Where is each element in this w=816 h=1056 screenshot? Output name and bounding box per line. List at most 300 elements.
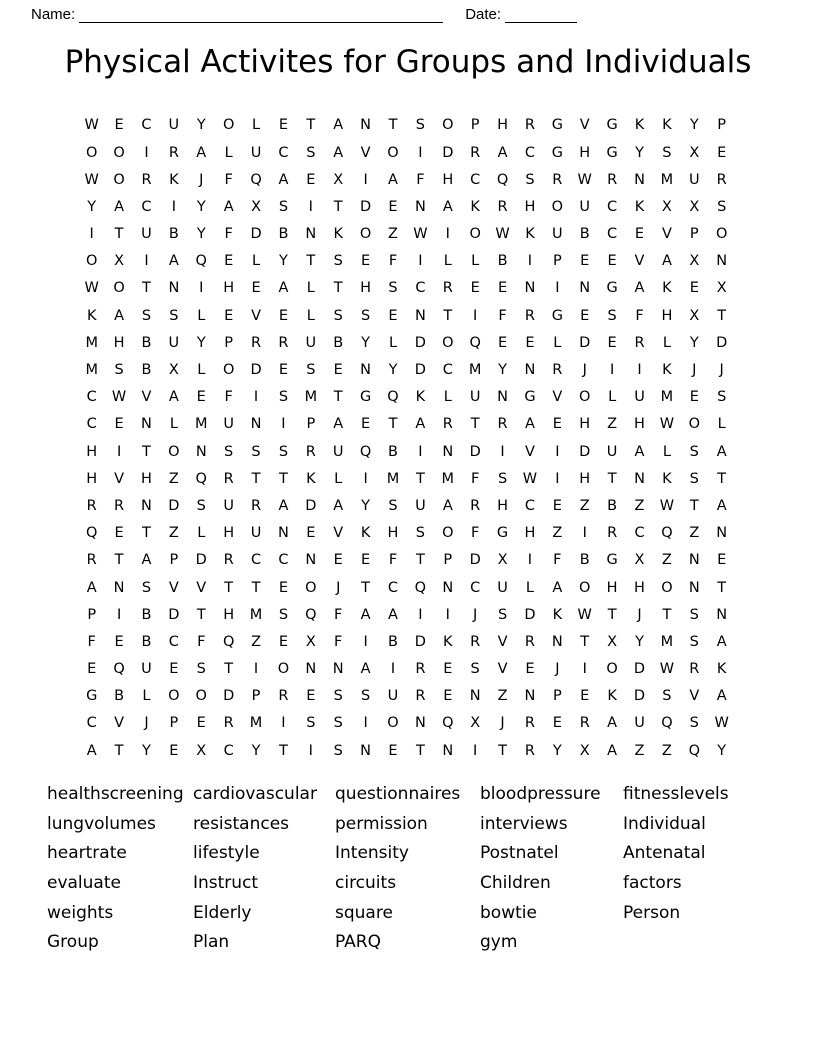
- grid-letter[interactable]: S: [224, 443, 234, 460]
- grid-letter[interactable]: N: [141, 497, 152, 514]
- grid-letter[interactable]: M: [85, 334, 98, 351]
- grid-letter[interactable]: R: [470, 497, 481, 514]
- grid-letter[interactable]: B: [141, 362, 152, 379]
- grid-letter[interactable]: P: [306, 416, 316, 433]
- grid-letter[interactable]: Y: [142, 742, 151, 759]
- grid-letter[interactable]: E: [87, 661, 97, 678]
- grid-letter[interactable]: C: [141, 198, 152, 215]
- grid-letter[interactable]: V: [114, 715, 125, 732]
- grid-letter[interactable]: L: [443, 253, 452, 270]
- grid-letter[interactable]: R: [607, 525, 618, 542]
- grid-letter[interactable]: H: [634, 579, 645, 596]
- grid-letter[interactable]: I: [89, 226, 94, 243]
- grid-letter[interactable]: X: [689, 253, 700, 270]
- word-list-item[interactable]: gym: [480, 932, 518, 953]
- grid-letter[interactable]: U: [634, 389, 645, 406]
- grid-letter[interactable]: T: [224, 661, 234, 678]
- grid-letter[interactable]: I: [281, 715, 286, 732]
- grid-letter[interactable]: E: [251, 280, 261, 297]
- grid-letter[interactable]: E: [607, 253, 617, 270]
- grid-letter[interactable]: A: [661, 253, 672, 270]
- grid-letter[interactable]: S: [306, 715, 316, 732]
- grid-letter[interactable]: V: [360, 144, 371, 161]
- grid-letter[interactable]: S: [169, 307, 179, 324]
- grid-letter[interactable]: T: [142, 443, 151, 460]
- word-list-item[interactable]: Elderly: [193, 902, 252, 923]
- grid-letter[interactable]: E: [224, 307, 234, 324]
- grid-letter[interactable]: Q: [305, 606, 317, 623]
- grid-letter[interactable]: Y: [196, 198, 206, 215]
- grid-letter[interactable]: T: [114, 226, 124, 243]
- grid-letter[interactable]: Q: [250, 171, 262, 188]
- grid-letter[interactable]: Y: [689, 117, 699, 134]
- grid-letter[interactable]: H: [86, 470, 98, 487]
- grid-letter[interactable]: O: [579, 579, 591, 596]
- grid-letter[interactable]: O: [113, 280, 125, 297]
- grid-letter[interactable]: I: [473, 742, 478, 759]
- grid-letter[interactable]: Z: [661, 552, 672, 569]
- grid-letter[interactable]: M: [468, 362, 482, 379]
- word-list-item[interactable]: fitnesslevels: [623, 784, 729, 805]
- grid-letter[interactable]: N: [360, 117, 372, 134]
- grid-letter[interactable]: S: [333, 307, 343, 324]
- grid-letter[interactable]: N: [113, 579, 125, 596]
- grid-letter[interactable]: K: [634, 117, 645, 134]
- grid-letter[interactable]: T: [415, 470, 425, 487]
- grid-letter[interactable]: E: [306, 688, 316, 705]
- grid-letter[interactable]: H: [223, 280, 235, 297]
- grid-letter[interactable]: T: [279, 470, 288, 487]
- grid-letter[interactable]: E: [278, 579, 289, 596]
- grid-letter[interactable]: C: [168, 633, 179, 650]
- grid-letter[interactable]: I: [418, 443, 423, 460]
- grid-letter[interactable]: F: [470, 525, 480, 542]
- grid-letter[interactable]: D: [442, 144, 454, 161]
- grid-letter[interactable]: A: [278, 171, 289, 188]
- grid-letter[interactable]: N: [305, 226, 317, 243]
- grid-letter[interactable]: T: [717, 579, 727, 596]
- grid-letter[interactable]: O: [387, 144, 399, 161]
- grid-letter[interactable]: L: [553, 334, 562, 351]
- grid-letter[interactable]: X: [689, 307, 700, 324]
- grid-letter[interactable]: H: [387, 525, 399, 542]
- grid-letter[interactable]: E: [278, 633, 289, 650]
- grid-letter[interactable]: R: [114, 497, 125, 514]
- grid-letter[interactable]: N: [551, 633, 563, 650]
- grid-letter[interactable]: J: [637, 606, 642, 623]
- grid-letter[interactable]: T: [388, 416, 398, 433]
- grid-letter[interactable]: D: [633, 661, 646, 678]
- grid-letter[interactable]: S: [689, 443, 699, 460]
- grid-letter[interactable]: N: [360, 362, 372, 379]
- grid-letter[interactable]: R: [278, 688, 289, 705]
- grid-letter[interactable]: N: [716, 525, 728, 542]
- word-list-item[interactable]: Children: [480, 873, 551, 894]
- grid-letter[interactable]: R: [251, 497, 262, 514]
- grid-letter[interactable]: T: [443, 307, 453, 324]
- grid-letter[interactable]: W: [659, 661, 675, 678]
- grid-letter[interactable]: C: [387, 579, 399, 596]
- grid-letter[interactable]: U: [223, 497, 234, 514]
- word-list-item[interactable]: Individual: [623, 813, 706, 834]
- grid-letter[interactable]: K: [169, 171, 179, 188]
- grid-letter[interactable]: Z: [168, 470, 179, 487]
- grid-letter[interactable]: V: [689, 688, 700, 705]
- grid-letter[interactable]: B: [497, 253, 508, 270]
- grid-letter[interactable]: C: [141, 117, 152, 134]
- grid-letter[interactable]: E: [717, 144, 727, 161]
- grid-letter[interactable]: U: [250, 525, 262, 542]
- grid-letter[interactable]: V: [168, 579, 179, 596]
- grid-letter[interactable]: Q: [195, 253, 207, 270]
- grid-letter[interactable]: O: [661, 579, 673, 596]
- grid-letter[interactable]: G: [359, 389, 372, 406]
- grid-letter[interactable]: W: [111, 389, 127, 406]
- grid-letter[interactable]: C: [607, 226, 618, 243]
- grid-letter[interactable]: A: [333, 497, 344, 514]
- grid-letter[interactable]: O: [442, 334, 454, 351]
- grid-letter[interactable]: I: [363, 633, 368, 650]
- grid-letter[interactable]: J: [719, 362, 724, 379]
- grid-letter[interactable]: K: [552, 606, 563, 623]
- grid-letter[interactable]: L: [142, 688, 151, 705]
- grid-letter[interactable]: K: [634, 198, 645, 215]
- grid-letter[interactable]: N: [524, 362, 536, 379]
- grid-letter[interactable]: H: [634, 416, 645, 433]
- grid-letter[interactable]: R: [223, 715, 234, 732]
- grid-letter[interactable]: I: [308, 742, 313, 759]
- grid-letter[interactable]: S: [306, 362, 316, 379]
- grid-letter[interactable]: Z: [634, 497, 645, 514]
- grid-letter[interactable]: I: [445, 606, 450, 623]
- grid-letter[interactable]: E: [443, 688, 453, 705]
- grid-letter[interactable]: A: [497, 144, 508, 161]
- grid-letter[interactable]: C: [442, 362, 453, 379]
- grid-letter[interactable]: W: [84, 171, 99, 188]
- grid-letter[interactable]: H: [223, 525, 235, 542]
- grid-letter[interactable]: E: [333, 362, 343, 379]
- grid-letter[interactable]: K: [607, 688, 617, 705]
- grid-letter[interactable]: Q: [387, 389, 399, 406]
- grid-letter[interactable]: I: [116, 606, 122, 623]
- grid-letter[interactable]: S: [497, 606, 508, 623]
- grid-letter[interactable]: E: [306, 525, 316, 542]
- grid-letter[interactable]: E: [278, 362, 289, 379]
- word-list-item[interactable]: resistances: [193, 813, 290, 834]
- grid-letter[interactable]: U: [634, 715, 645, 732]
- grid-letter[interactable]: O: [469, 226, 481, 243]
- grid-letter[interactable]: R: [524, 307, 535, 324]
- grid-letter[interactable]: A: [86, 742, 97, 759]
- grid-letter[interactable]: K: [443, 633, 453, 650]
- grid-letter[interactable]: Y: [361, 334, 371, 351]
- grid-letter[interactable]: S: [470, 661, 480, 678]
- grid-letter[interactable]: G: [551, 144, 563, 161]
- grid-letter[interactable]: R: [634, 334, 645, 351]
- grid-letter[interactable]: T: [415, 742, 425, 759]
- grid-letter[interactable]: M: [660, 389, 674, 406]
- grid-letter[interactable]: K: [662, 362, 672, 379]
- grid-letter[interactable]: C: [86, 715, 97, 732]
- grid-letter[interactable]: N: [305, 661, 317, 678]
- grid-letter[interactable]: S: [689, 606, 699, 623]
- grid-letter[interactable]: X: [607, 633, 618, 650]
- grid-letter[interactable]: I: [527, 552, 533, 569]
- grid-letter[interactable]: E: [580, 307, 590, 324]
- grid-letter[interactable]: L: [251, 253, 261, 270]
- grid-letter[interactable]: N: [579, 280, 591, 297]
- grid-letter[interactable]: J: [336, 579, 341, 596]
- grid-letter[interactable]: T: [333, 389, 343, 406]
- grid-letter[interactable]: F: [224, 171, 233, 188]
- grid-letter[interactable]: F: [388, 253, 398, 270]
- grid-letter[interactable]: F: [498, 307, 507, 324]
- grid-letter[interactable]: C: [470, 579, 481, 596]
- grid-letter[interactable]: I: [308, 198, 313, 215]
- grid-letter[interactable]: V: [497, 661, 508, 678]
- grid-letter[interactable]: Q: [85, 525, 98, 542]
- grid-letter[interactable]: E: [114, 416, 124, 433]
- grid-letter[interactable]: L: [224, 144, 233, 161]
- grid-letter[interactable]: T: [251, 579, 261, 596]
- grid-letter[interactable]: I: [144, 144, 149, 161]
- grid-letter[interactable]: S: [689, 470, 699, 487]
- grid-letter[interactable]: D: [250, 226, 262, 243]
- grid-letter[interactable]: E: [634, 226, 645, 243]
- grid-letter[interactable]: D: [195, 552, 207, 569]
- grid-letter[interactable]: W: [714, 715, 729, 732]
- grid-letter[interactable]: S: [388, 280, 398, 297]
- grid-letter[interactable]: W: [495, 226, 510, 243]
- grid-letter[interactable]: R: [470, 633, 481, 650]
- grid-letter[interactable]: Q: [661, 715, 673, 732]
- grid-letter[interactable]: H: [497, 497, 508, 514]
- grid-letter[interactable]: Z: [251, 633, 261, 650]
- grid-letter[interactable]: L: [197, 525, 206, 542]
- grid-letter[interactable]: A: [196, 144, 207, 161]
- grid-letter[interactable]: R: [552, 171, 563, 188]
- grid-letter[interactable]: B: [141, 334, 152, 351]
- grid-letter[interactable]: H: [360, 280, 372, 297]
- grid-letter[interactable]: T: [580, 633, 590, 650]
- grid-letter[interactable]: M: [660, 171, 674, 188]
- grid-letter[interactable]: Q: [222, 633, 235, 650]
- grid-letter[interactable]: N: [414, 715, 426, 732]
- grid-letter[interactable]: C: [86, 416, 97, 433]
- grid-letter[interactable]: V: [579, 117, 590, 134]
- word-list-item[interactable]: heartrate: [47, 843, 127, 864]
- grid-letter[interactable]: T: [306, 117, 316, 134]
- grid-letter[interactable]: H: [606, 579, 618, 596]
- grid-letter[interactable]: M: [660, 633, 674, 650]
- grid-letter[interactable]: A: [333, 117, 344, 134]
- grid-letter[interactable]: Y: [196, 226, 206, 243]
- grid-letter[interactable]: G: [551, 307, 563, 324]
- grid-letter[interactable]: A: [634, 443, 645, 460]
- grid-letter[interactable]: D: [579, 334, 591, 351]
- grid-letter[interactable]: R: [442, 416, 453, 433]
- grid-letter[interactable]: S: [717, 389, 727, 406]
- grid-letter[interactable]: S: [141, 579, 152, 596]
- grid-letter[interactable]: Z: [388, 226, 398, 243]
- grid-letter[interactable]: S: [415, 525, 425, 542]
- grid-letter[interactable]: H: [141, 470, 152, 487]
- grid-letter[interactable]: F: [224, 389, 233, 406]
- grid-letter[interactable]: R: [607, 171, 618, 188]
- grid-letter[interactable]: T: [333, 280, 343, 297]
- grid-letter[interactable]: I: [363, 715, 368, 732]
- grid-letter[interactable]: O: [168, 443, 180, 460]
- word-list-item[interactable]: lifestyle: [193, 843, 260, 864]
- grid-letter[interactable]: U: [497, 579, 508, 596]
- grid-letter[interactable]: O: [359, 226, 372, 243]
- grid-letter[interactable]: I: [199, 280, 204, 297]
- grid-letter[interactable]: Q: [442, 715, 454, 732]
- grid-letter[interactable]: E: [196, 715, 206, 732]
- grid-letter[interactable]: S: [333, 253, 343, 270]
- grid-letter[interactable]: J: [144, 715, 149, 732]
- grid-letter[interactable]: I: [473, 307, 478, 324]
- grid-letter[interactable]: E: [552, 497, 562, 514]
- grid-letter[interactable]: O: [222, 117, 235, 134]
- grid-letter[interactable]: L: [197, 362, 206, 379]
- grid-letter[interactable]: R: [305, 443, 316, 460]
- grid-letter[interactable]: M: [304, 389, 318, 406]
- grid-letter[interactable]: N: [195, 443, 207, 460]
- grid-letter[interactable]: E: [525, 661, 535, 678]
- grid-letter[interactable]: F: [388, 552, 398, 569]
- grid-letter[interactable]: H: [579, 416, 591, 433]
- grid-letter[interactable]: Z: [634, 742, 645, 759]
- word-list-item[interactable]: cardiovascular: [193, 784, 317, 805]
- grid-letter[interactable]: T: [306, 253, 316, 270]
- grid-letter[interactable]: K: [662, 117, 672, 134]
- grid-letter[interactable]: F: [334, 633, 343, 650]
- grid-letter[interactable]: E: [689, 280, 699, 297]
- grid-letter[interactable]: N: [414, 198, 426, 215]
- grid-letter[interactable]: D: [579, 443, 591, 460]
- word-list-item[interactable]: Group: [47, 932, 99, 953]
- grid-letter[interactable]: Y: [87, 198, 97, 215]
- word-list-item[interactable]: Person: [623, 902, 681, 923]
- grid-letter[interactable]: S: [689, 715, 699, 732]
- grid-letter[interactable]: T: [388, 117, 398, 134]
- grid-letter[interactable]: I: [445, 226, 450, 243]
- grid-letter[interactable]: S: [717, 198, 727, 215]
- grid-letter[interactable]: S: [662, 688, 672, 705]
- grid-letter[interactable]: U: [141, 661, 152, 678]
- grid-letter[interactable]: A: [168, 253, 179, 270]
- grid-letter[interactable]: T: [717, 307, 727, 324]
- grid-letter[interactable]: T: [607, 470, 617, 487]
- grid-letter[interactable]: U: [606, 443, 618, 460]
- grid-letter[interactable]: S: [525, 171, 535, 188]
- grid-letter[interactable]: X: [716, 280, 727, 297]
- grid-letter[interactable]: Y: [251, 742, 261, 759]
- grid-letter[interactable]: G: [606, 117, 618, 134]
- grid-letter[interactable]: R: [223, 552, 234, 569]
- grid-letter[interactable]: B: [579, 226, 590, 243]
- grid-letter[interactable]: Y: [196, 117, 206, 134]
- word-list-item[interactable]: Postnatel: [480, 843, 559, 864]
- grid-letter[interactable]: S: [360, 307, 371, 324]
- grid-letter[interactable]: U: [387, 688, 399, 705]
- grid-letter[interactable]: W: [84, 117, 99, 134]
- grid-letter[interactable]: A: [168, 389, 179, 406]
- grid-letter[interactable]: U: [223, 416, 234, 433]
- grid-letter[interactable]: V: [333, 525, 344, 542]
- grid-letter[interactable]: N: [305, 552, 317, 569]
- grid-letter[interactable]: F: [197, 633, 206, 650]
- word-list-item[interactable]: questionnaires: [335, 784, 461, 805]
- grid-letter[interactable]: S: [114, 362, 124, 379]
- grid-letter[interactable]: N: [524, 280, 536, 297]
- grid-letter[interactable]: B: [388, 633, 398, 650]
- grid-letter[interactable]: Z: [497, 688, 508, 705]
- grid-letter[interactable]: W: [413, 226, 428, 243]
- grid-letter[interactable]: X: [661, 198, 672, 215]
- grid-letter[interactable]: A: [114, 307, 125, 324]
- word-list-item[interactable]: bowtie: [480, 902, 537, 923]
- grid-letter[interactable]: A: [415, 416, 426, 433]
- grid-letter[interactable]: R: [497, 416, 508, 433]
- grid-letter[interactable]: U: [688, 171, 700, 188]
- grid-letter[interactable]: R: [251, 334, 262, 351]
- grid-letter[interactable]: S: [196, 661, 206, 678]
- grid-letter[interactable]: L: [717, 416, 726, 433]
- grid-letter[interactable]: I: [582, 525, 587, 542]
- grid-letter[interactable]: A: [360, 661, 371, 678]
- grid-letter[interactable]: L: [197, 307, 206, 324]
- grid-letter[interactable]: C: [278, 144, 289, 161]
- grid-letter[interactable]: E: [497, 334, 508, 351]
- grid-letter[interactable]: R: [223, 470, 234, 487]
- grid-letter[interactable]: E: [169, 742, 179, 759]
- grid-letter[interactable]: X: [470, 715, 481, 732]
- grid-letter[interactable]: F: [635, 307, 644, 324]
- grid-letter[interactable]: Q: [661, 525, 673, 542]
- grid-letter[interactable]: G: [606, 144, 618, 161]
- grid-letter[interactable]: I: [527, 253, 533, 270]
- grid-letter[interactable]: H: [524, 198, 536, 215]
- grid-letter[interactable]: D: [414, 633, 426, 650]
- name-write-line[interactable]: [79, 9, 443, 23]
- grid-letter[interactable]: R: [141, 171, 152, 188]
- grid-letter[interactable]: G: [606, 280, 618, 297]
- grid-letter[interactable]: E: [607, 334, 617, 351]
- grid-letter[interactable]: Q: [496, 171, 509, 188]
- grid-letter[interactable]: I: [253, 661, 259, 678]
- grid-letter[interactable]: P: [87, 606, 97, 623]
- grid-letter[interactable]: T: [498, 742, 507, 759]
- grid-letter[interactable]: R: [579, 715, 590, 732]
- grid-letter[interactable]: E: [306, 171, 316, 188]
- grid-letter[interactable]: E: [552, 715, 562, 732]
- grid-letter[interactable]: K: [662, 470, 672, 487]
- grid-letter[interactable]: L: [525, 579, 534, 596]
- grid-letter[interactable]: O: [442, 525, 454, 542]
- grid-letter[interactable]: Z: [552, 525, 563, 542]
- grid-letter[interactable]: E: [169, 661, 179, 678]
- grid-letter[interactable]: A: [114, 198, 125, 215]
- grid-letter[interactable]: T: [142, 280, 151, 297]
- grid-letter[interactable]: Q: [113, 661, 125, 678]
- grid-letter[interactable]: A: [524, 416, 535, 433]
- grid-letter[interactable]: T: [662, 606, 672, 623]
- grid-letter[interactable]: X: [689, 198, 700, 215]
- grid-letter[interactable]: E: [580, 253, 590, 270]
- grid-letter[interactable]: O: [688, 416, 700, 433]
